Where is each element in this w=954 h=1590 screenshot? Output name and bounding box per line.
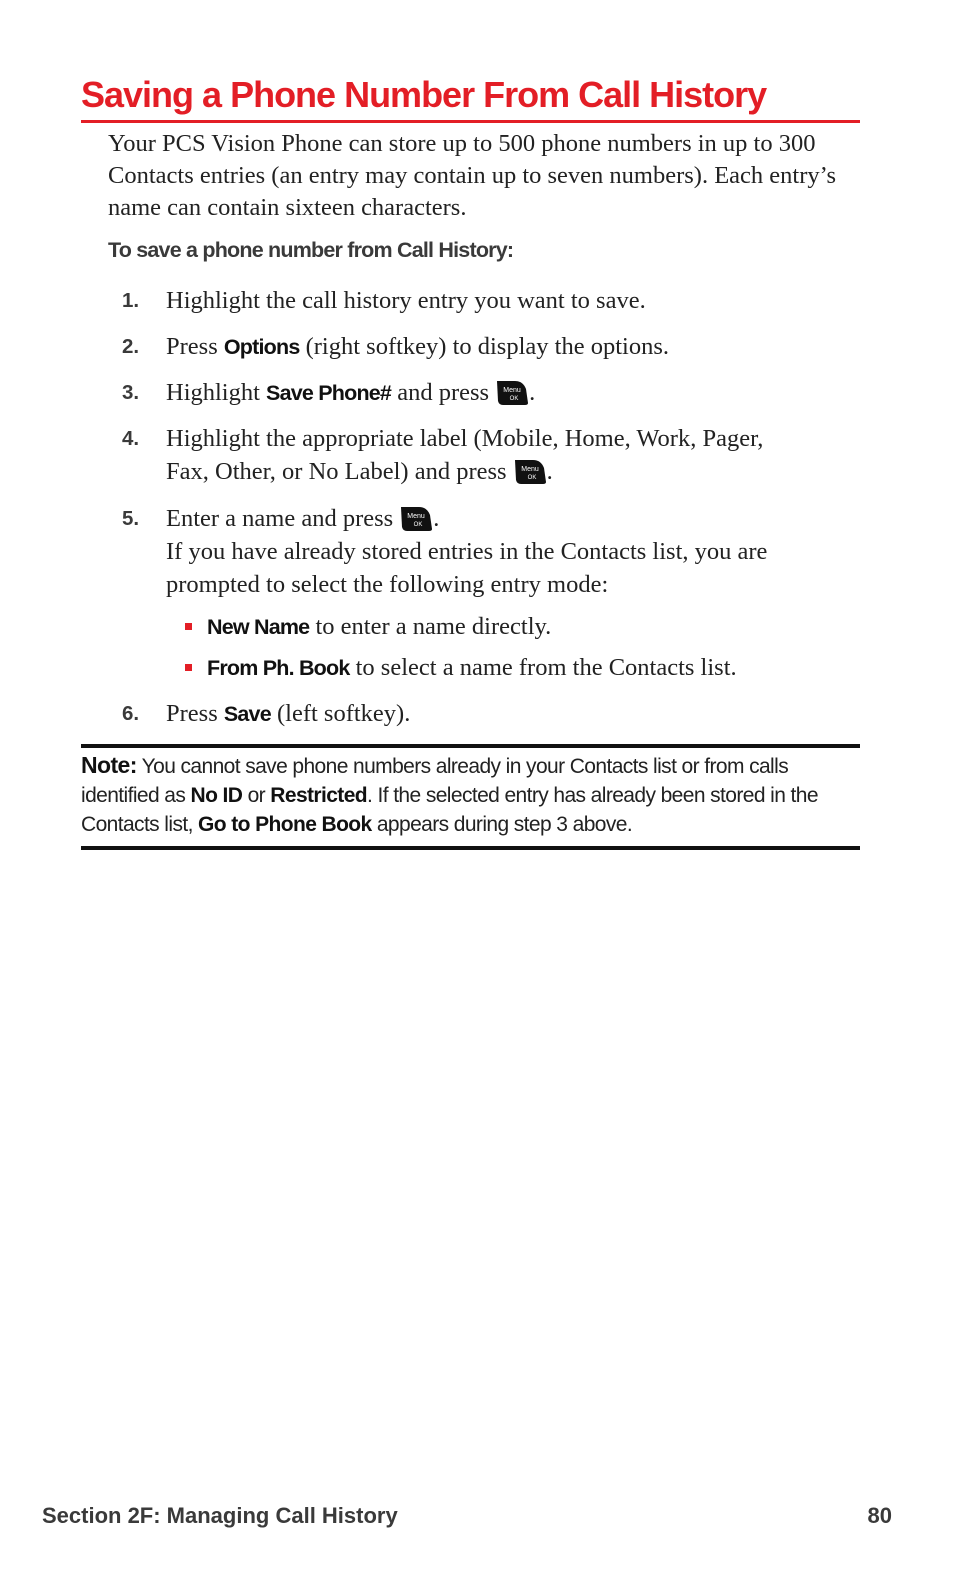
step-number: 6. xyxy=(122,702,140,725)
bullet-text-part: to enter a name directly. xyxy=(309,613,552,640)
menu-ok-key-icon xyxy=(397,505,433,533)
step-text-line: Fax, Other, or No Label) and press xyxy=(166,458,507,485)
step-text-part: (right softkey) to display the options. xyxy=(299,333,669,360)
note-box xyxy=(81,744,860,850)
step-text-part: Press xyxy=(166,333,224,360)
step-text xyxy=(166,422,846,488)
menu-key-text: Menu xyxy=(520,466,539,473)
menu-ok-key-icon xyxy=(511,458,547,486)
step-text xyxy=(166,376,846,410)
page-title: Saving a Phone Number From Call History xyxy=(81,72,860,123)
step-text-part: . xyxy=(433,505,440,532)
restricted-label: Restricted xyxy=(270,784,368,807)
step-text-line: If you have already stored entries in the Contacts list, you are xyxy=(166,538,768,565)
step-text-part: Highlight xyxy=(166,379,267,406)
note-text: appears during step 3 above. xyxy=(371,813,633,836)
step-text xyxy=(166,697,846,731)
menu-key-text: Menu xyxy=(503,387,521,394)
step-text-line: Highlight the appropriate label (Mobile, Home, Work, Pager, xyxy=(166,425,764,452)
bullet-square-icon xyxy=(185,623,192,630)
go-to-phone-book-label: Go to Phone Book xyxy=(198,813,372,836)
step-text: Highlight the call history entry you want to save. xyxy=(166,287,646,314)
from-ph-book-option-label: From Ph. Book xyxy=(207,656,350,680)
step-number: 3. xyxy=(122,381,140,404)
new-name-option-label: New Name xyxy=(207,615,310,639)
note-text: . If the selected entry has already been stored in the Contacts list, xyxy=(81,784,818,836)
footer-section-title: Section 2F: Managing Call History xyxy=(42,1503,398,1528)
step-text-part: . xyxy=(529,379,536,406)
step-number: 5. xyxy=(122,507,140,530)
note-label: Note: xyxy=(81,752,137,778)
note-text: or xyxy=(242,784,271,807)
step-text xyxy=(166,502,846,601)
page-number: 80 xyxy=(867,1503,892,1528)
ok-key-text: OK xyxy=(527,475,536,481)
save-softkey-label: Save xyxy=(223,702,271,726)
ok-key-text: OK xyxy=(509,396,519,402)
save-phone-option-label: Save Phone# xyxy=(266,381,392,405)
bullet-square-icon xyxy=(185,664,192,671)
step-text-line: Enter a name and press xyxy=(166,505,394,532)
step-text-part: (left softkey). xyxy=(270,700,411,727)
options-softkey-label: Options xyxy=(223,335,300,359)
step-number: 1. xyxy=(122,289,140,312)
step-text-part: . xyxy=(546,458,553,485)
note-text: You cannot save phone numbers already in your Contacts list or from calls identified as xyxy=(81,755,789,807)
bullet-text xyxy=(207,651,847,685)
bullet-text xyxy=(207,610,847,644)
no-id-label: No ID xyxy=(190,784,243,807)
menu-ok-key-icon xyxy=(493,379,529,407)
step-text-part: and press xyxy=(391,379,490,406)
step-number: 2. xyxy=(122,335,140,358)
intro-paragraph: Your PCS Vision Phone can store up to 500 phone numbers in up to 300 Contacts entries (an entry may contain up to seven numbers). Each entry’s name can contain sixteen characters. xyxy=(108,130,836,221)
ok-key-text: OK xyxy=(413,522,423,528)
menu-key-text: Menu xyxy=(407,513,425,520)
step-text-line: prompted to select the following entry mode: xyxy=(166,571,609,598)
step-text xyxy=(166,330,846,364)
step-text-part: Press xyxy=(166,700,224,727)
bullet-text-part: to select a name from the Contacts list. xyxy=(349,654,737,681)
procedure-heading: To save a phone number from Call History: xyxy=(108,238,514,262)
step-number: 4. xyxy=(122,427,140,450)
